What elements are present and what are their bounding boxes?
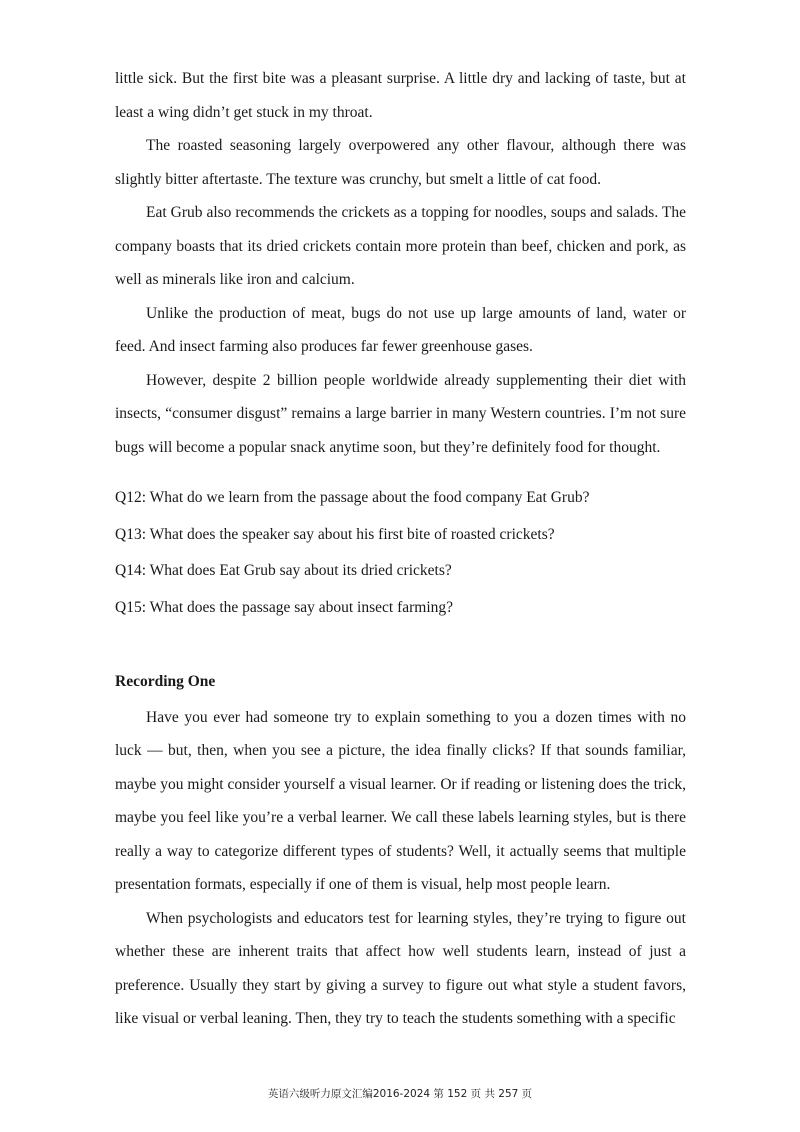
document-body [115, 62, 686, 1036]
paragraph: When psychologists and educators test for learning styles, they’re trying to figure out whether these are inherent traits that affect how well students learn, instead of just a preference. Usually they start by giving a survey to figure out what style a student favors, like visual or verbal leaning. Then, they try to teach the students something with a specific [115, 909, 686, 1028]
paragraph-continued: little sick. But the first bite was a pleasant surprise. A little dry and lacking of taste, but at least a wing didn’t get stuck in my throat. [115, 70, 686, 121]
paragraph: However, despite 2 billion people worldwide already supplementing their diet with insects, “consumer disgust” remains a large barrier in many Western countries. I’m not sure bugs will become a popular snack anytime soon, but they’re definitely food for thought. [115, 371, 686, 456]
paragraph: The roasted seasoning largely overpowered any other flavour, although there was slightly bitter aftertaste. The texture was crunchy, but smelt a little of cat food. [115, 137, 686, 188]
paragraph: Unlike the production of meat, bugs do not use up large amounts of land, water or feed. And insect farming also produces far fewer greenhouse gases. [115, 304, 686, 355]
question-q14: Q14: What does Eat Grub say about its dried crickets? [115, 562, 452, 580]
question-q15: Q15: What does the passage say about insect farming? [115, 598, 454, 616]
page-footer: 英语六级听力原文汇编2016-2024 第 152 页 共 257 页 [267, 1088, 533, 1100]
question-q12: Q12: What do we learn from the passage about the food company Eat Grub? [115, 489, 590, 506]
question-list [115, 480, 686, 626]
paragraph: Have you ever had someone try to explain something to you a dozen times with no luck — but, then, when you see a picture, the idea finally clicks? If that sounds familiar, maybe you might consider yourself a visual learner. Or if reading or listening does the trick, maybe you feel like you’re a verbal learner. We call these labels learning styles, but is there really a way to categorize different types of students? Well, it actually seems that multiple presentation formats, especially if one of them is visual, help most people learn. [115, 708, 686, 894]
paragraph: Eat Grub also recommends the crickets as a topping for noodles, soups and salads. The company boasts that its dried crickets contain more protein than beef, chicken and pork, as well as minerals like iron and calcium. [115, 204, 686, 288]
question-q13: Q13: What does the speaker say about his first bite of roasted crickets? [115, 525, 555, 543]
section-heading: Recording One [115, 673, 216, 691]
